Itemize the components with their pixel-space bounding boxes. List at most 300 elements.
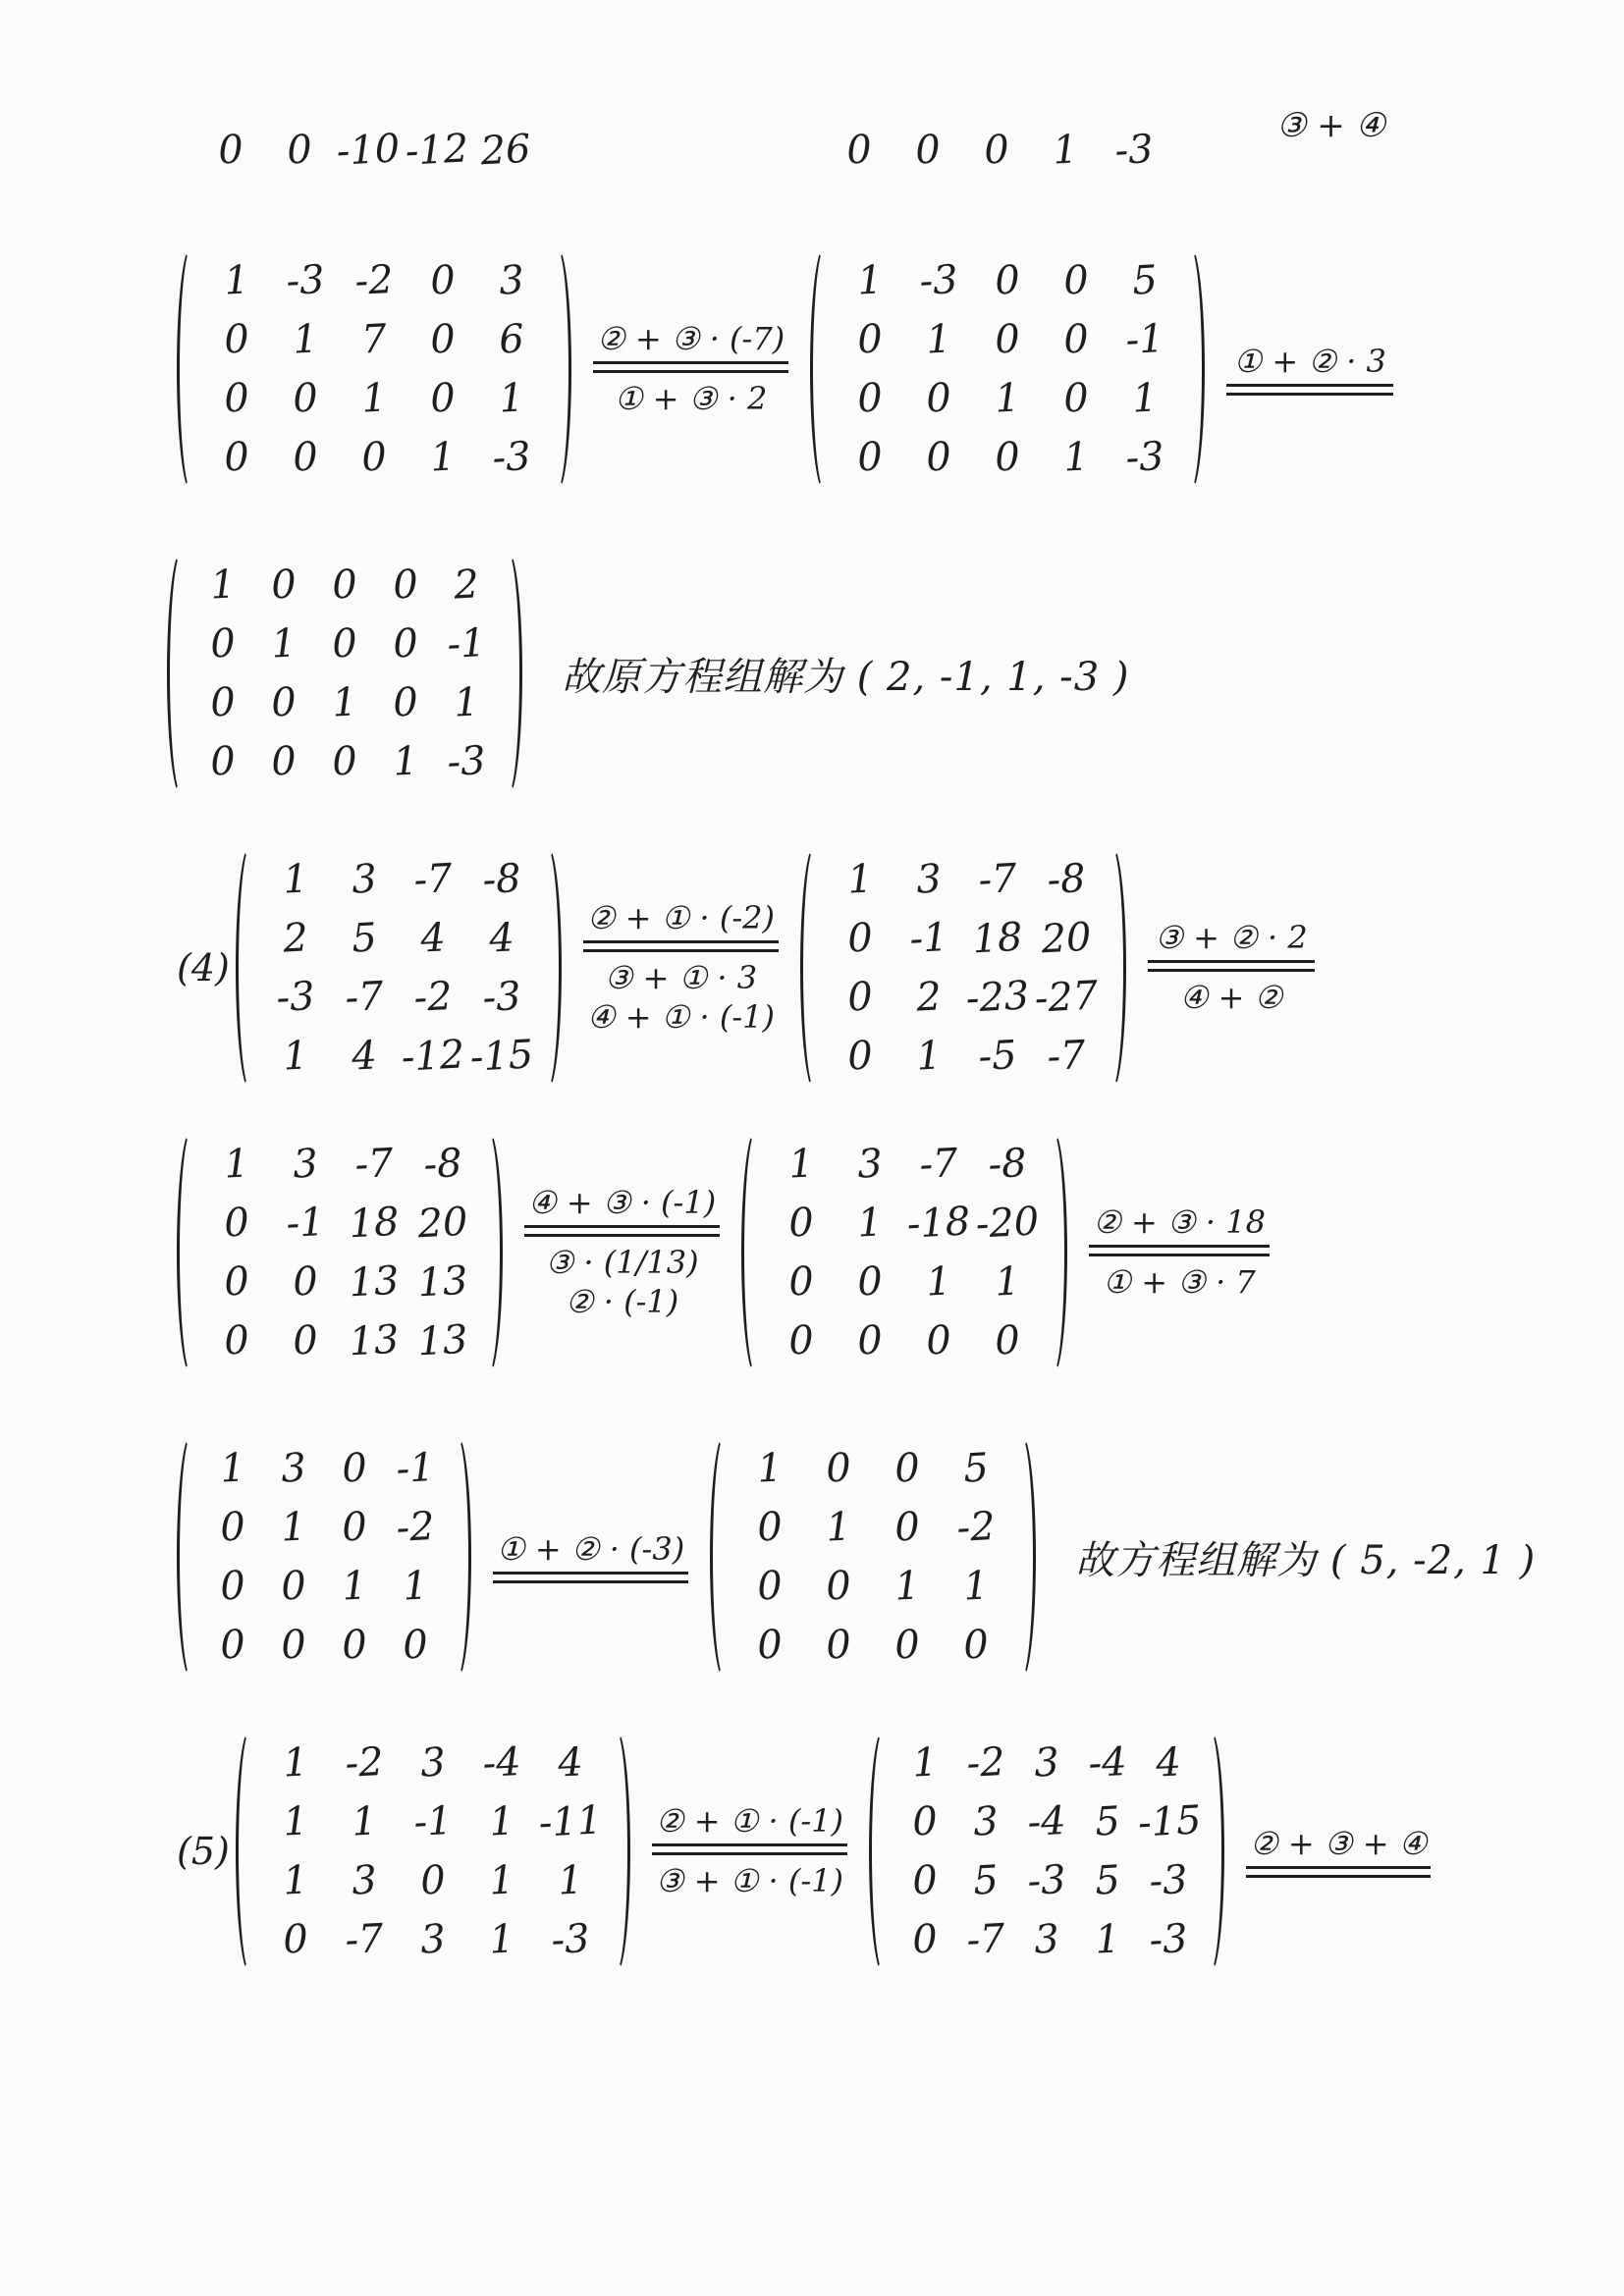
equivalence-arrow (493, 1572, 688, 1583)
matrix-row (192, 673, 497, 732)
matrix-cell: 0 (893, 1504, 922, 1551)
matrix-cell: 0 (286, 127, 313, 174)
matrix-cell: 0 (292, 1258, 319, 1306)
matrix-cell: 0 (341, 1504, 368, 1551)
matrix-row (261, 909, 536, 968)
matrix-cell: 0 (217, 127, 244, 174)
equivalence-arrow (593, 361, 788, 373)
matrix-row (735, 1557, 1010, 1616)
matrix-cell: 2 (453, 561, 480, 609)
matrix-row (767, 1135, 1042, 1194)
matrix-cell: 0 (223, 1258, 250, 1306)
matrix-cell: 0 (787, 1317, 816, 1364)
matrix-cell: -15 (468, 1032, 535, 1081)
matrix-cell: -7 (918, 1141, 959, 1188)
step1-op1 (593, 320, 788, 418)
matrix-cell: 18 (971, 914, 1024, 963)
matrix-row (826, 1027, 1101, 1086)
matrix-cell: 1 (429, 434, 457, 481)
step4b-op2 (1089, 1203, 1270, 1302)
matrix-row (202, 1557, 446, 1616)
matrix-row (202, 1439, 446, 1498)
matrix-cell: 1 (994, 375, 1022, 422)
matrix-cell: 0 (209, 738, 237, 785)
matrix-cell: 1 (756, 1445, 785, 1492)
row-op-line: ③ · (1/13) (545, 1244, 699, 1281)
matrix-cell: -27 (1033, 973, 1100, 1022)
problem4-row (177, 844, 1336, 1092)
matrix-cell: 0 (270, 679, 298, 726)
step1-matrix-b (810, 245, 1205, 493)
row-op-line: ③ + ① · 3 (604, 959, 758, 996)
matrix-cell: 5 (972, 1857, 1000, 1904)
matrix-row (735, 1439, 1010, 1498)
row-op-line: ④ + ② (1179, 979, 1283, 1016)
problem5-matrix-a (236, 1728, 630, 1975)
matrix-cell: 1 (893, 1563, 922, 1610)
matrix-cell: 1 (1094, 1916, 1121, 1963)
step4c-matrix-a (177, 1433, 471, 1681)
step4b-matrix-a (177, 1129, 503, 1376)
matrix-cell: -4 (481, 1739, 522, 1787)
matrix-cell: 4 (487, 915, 515, 962)
matrix-row (836, 369, 1179, 428)
matrix-row (202, 1194, 477, 1253)
matrix-cell: 0 (331, 561, 358, 609)
matrix-row (261, 1792, 605, 1851)
matrix-cell: -3 (1148, 1916, 1189, 1963)
matrix-cell: 0 (856, 1258, 885, 1306)
step4b-op1 (524, 1184, 720, 1321)
row-op-bottom (1103, 1256, 1255, 1302)
matrix-row (836, 310, 1179, 369)
problem4-op2 (1148, 919, 1315, 1017)
matrix-cell: 1 (487, 1857, 515, 1904)
matrix-cell: 1 (487, 1916, 515, 1963)
matrix-cell: 3 (418, 1739, 447, 1787)
matrix-cell: 4 (1155, 1739, 1182, 1787)
matrix-cell: 1 (1131, 375, 1160, 422)
row-op-line: ① + ③ · 2 (614, 380, 768, 417)
matrix-cell: 0 (209, 679, 237, 726)
matrix-cell: 0 (911, 1798, 939, 1845)
row-op-top: ① + ② · (-3) (497, 1530, 685, 1568)
matrix-cell: -2 (353, 257, 395, 304)
matrix-cell: 1 (487, 1798, 515, 1845)
matrix-cell: -18 (905, 1199, 972, 1248)
matrix-cell: 4 (556, 1739, 584, 1787)
matrix-cell: -2 (955, 1504, 997, 1551)
matrix-cell: 1 (280, 1504, 307, 1551)
step2-matrix (167, 550, 522, 797)
matrix-cell: 4 (418, 915, 447, 962)
matrix-cell: 1 (911, 1739, 939, 1787)
matrix-cell: -3 (275, 974, 316, 1021)
matrix-cell: 1 (1062, 434, 1091, 481)
matrix-cell: 0 (270, 738, 298, 785)
matrix-cell: 3 (1033, 1916, 1060, 1963)
problem4-label: (4) (177, 946, 230, 989)
matrix-cell: -3 (1026, 1857, 1067, 1904)
problem5-row (177, 1728, 1452, 1975)
step4b-matrix-b (741, 1129, 1067, 1376)
matrix-cell: -7 (412, 856, 454, 903)
row-op-top: ③ + ② · 2 (1155, 919, 1308, 956)
matrix-cell: 1 (925, 1258, 953, 1306)
matrix-row (202, 1498, 446, 1557)
matrix-cell: 26 (479, 126, 532, 175)
matrix-cell: 0 (825, 1563, 853, 1610)
matrix-cell: 0 (341, 1445, 368, 1492)
matrix-cell: 0 (914, 127, 942, 174)
matrix-row (202, 1253, 477, 1311)
matrix-cell: 0 (292, 375, 319, 422)
matrix-cell: -3 (1124, 434, 1165, 481)
matrix-cell: 2 (915, 974, 943, 1021)
matrix-cell: 0 (845, 127, 873, 174)
matrix-row (261, 968, 536, 1027)
matrix-cell: 1 (209, 561, 237, 609)
step4c-matrix-b (710, 1433, 1036, 1681)
matrix-row (192, 614, 497, 673)
matrix-cell: -7 (977, 856, 1018, 903)
matrix-cell: 0 (360, 434, 388, 481)
matrix-cell: -4 (1087, 1739, 1128, 1787)
matrix-cell: 0 (392, 561, 419, 609)
matrix-cell: 0 (787, 1258, 816, 1306)
matrix-row (261, 1910, 605, 1969)
matrix-cell: 1 (341, 1563, 368, 1610)
matrix-cell: -12 (404, 126, 470, 175)
matrix-row (261, 1851, 605, 1910)
matrix-row (735, 1616, 1010, 1675)
row-op-line: ③ + ① · (-1) (655, 1862, 844, 1899)
row-op-line: ① + ③ · 7 (1103, 1263, 1256, 1301)
matrix-cell: 0 (856, 434, 885, 481)
matrix-row (894, 1792, 1203, 1851)
matrix-cell: 1 (402, 1563, 429, 1610)
matrix-row (202, 251, 546, 310)
matrix-cell: 0 (925, 1317, 953, 1364)
matrix-cell: 1 (556, 1857, 584, 1904)
matrix-cell: 0 (292, 1317, 319, 1364)
matrix-cell: 0 (856, 316, 885, 363)
matrix-cell: 0 (846, 915, 874, 962)
matrix-cell: 1 (219, 1445, 246, 1492)
row-op-top: ② + ① · (-2) (586, 899, 776, 936)
matrix-cell: 0 (911, 1857, 939, 1904)
matrix-cell: -1 (908, 915, 949, 962)
row-op-top: ② + ③ · 18 (1093, 1203, 1266, 1241)
row-op-line: ② · (-1) (565, 1283, 679, 1320)
matrix-cell: 13 (416, 1316, 469, 1365)
matrix-cell: 2 (281, 915, 309, 962)
matrix-cell: 3 (498, 257, 525, 304)
matrix-cell: 0 (223, 375, 250, 422)
step2-row (167, 550, 1129, 797)
problem4-op1 (583, 899, 779, 1037)
matrix-cell: 1 (1052, 127, 1079, 174)
matrix-cell: 0 (1062, 257, 1091, 304)
matrix-cell: 0 (1062, 375, 1091, 422)
row-op-bottom (615, 373, 767, 418)
matrix-cell: 0 (994, 316, 1022, 363)
matrix-cell: -1 (395, 1445, 436, 1492)
step4c-row (177, 1433, 1536, 1681)
matrix-cell: 0 (281, 1916, 309, 1963)
row-op-bottom (546, 1237, 699, 1321)
matrix-cell: 1 (846, 856, 874, 903)
matrix-cell: -3 (918, 257, 959, 304)
equivalence-arrow (1246, 1866, 1431, 1878)
matrix-cell: -2 (412, 974, 454, 1021)
matrix-row (261, 850, 536, 909)
matrix-cell: 0 (925, 375, 953, 422)
matrix-cell: 5 (1094, 1857, 1121, 1904)
matrix-cell: 0 (1062, 316, 1091, 363)
row-op-top: ② + ① · (-1) (655, 1802, 844, 1840)
matrix-cell: 0 (223, 1200, 250, 1247)
matrix-cell: 1 (856, 1200, 885, 1247)
matrix-cell: 3 (972, 1798, 1000, 1845)
equivalence-arrow (524, 1225, 720, 1237)
matrix-cell: 5 (350, 915, 378, 962)
matrix-cell: 1 (392, 738, 419, 785)
matrix-cell: 1 (453, 679, 480, 726)
problem5-label: (5) (177, 1830, 230, 1873)
matrix-cell: -8 (1046, 856, 1087, 903)
matrix-cell: -1 (446, 620, 487, 667)
row-op-bottom (587, 952, 775, 1037)
matrix-cell: 3 (915, 856, 943, 903)
matrix-cell: -4 (1026, 1798, 1067, 1845)
matrix-cell: 1 (925, 316, 953, 363)
matrix-cell: 0 (787, 1200, 816, 1247)
equivalence-arrow (1226, 384, 1393, 396)
matrix-cell: 13 (348, 1257, 401, 1307)
matrix-cell: 0 (292, 434, 319, 481)
matrix-cell: 1 (223, 1141, 250, 1188)
matrix-cell: 0 (280, 1563, 307, 1610)
matrix-cell: 1 (281, 1739, 309, 1787)
matrix-cell: 7 (360, 316, 388, 363)
matrix-cell: 0 (223, 434, 250, 481)
matrix-cell: -1 (285, 1200, 326, 1247)
matrix-row (202, 310, 546, 369)
matrix-cell: -2 (965, 1739, 1006, 1787)
matrix-cell: -20 (974, 1199, 1041, 1248)
matrix-cell: 13 (348, 1316, 401, 1365)
problem5-matrix-b (869, 1728, 1224, 1975)
matrix-cell: -11 (537, 1797, 604, 1846)
matrix-cell: 6 (498, 316, 525, 363)
matrix-cell: 1 (962, 1563, 991, 1610)
matrix-cell: 1 (856, 257, 885, 304)
matrix-row (836, 251, 1179, 310)
matrix-cell: 3 (1033, 1739, 1060, 1787)
top-fragment-matrix-b (825, 128, 1168, 173)
matrix-row (767, 1311, 1042, 1370)
matrix-cell: 0 (756, 1622, 785, 1669)
matrix-cell: 1 (825, 1504, 853, 1551)
matrix-cell: 3 (350, 856, 378, 903)
matrix-row (202, 1311, 477, 1370)
matrix-cell: 0 (994, 434, 1022, 481)
step1-row (177, 245, 1415, 493)
matrix-cell: 1 (360, 375, 388, 422)
matrix-cell: 0 (846, 1033, 874, 1080)
matrix-cell: 1 (281, 1033, 309, 1080)
matrix-cell: 0 (219, 1563, 246, 1610)
matrix-cell: 0 (209, 620, 237, 667)
matrix-cell: 0 (893, 1622, 922, 1669)
matrix-cell: 0 (429, 375, 457, 422)
matrix-row (202, 369, 546, 428)
matrix-cell: 3 (418, 1916, 447, 1963)
step2-conclusion: 故原方程组解为 ( 2, -1, 1, -3 ) (562, 654, 1130, 700)
step1-op2 (1226, 343, 1393, 396)
matrix-cell: 0 (429, 316, 457, 363)
matrix-cell: 1 (915, 1033, 943, 1080)
matrix-cell: 0 (392, 679, 419, 726)
matrix-cell: 1 (281, 1798, 309, 1845)
matrix-cell: 0 (331, 738, 358, 785)
matrix-cell: 0 (219, 1504, 246, 1551)
matrix-cell: 1 (281, 1857, 309, 1904)
matrix-cell: 0 (893, 1445, 922, 1492)
matrix-row (202, 1135, 477, 1194)
problem4-matrix-a (236, 844, 562, 1092)
equivalence-arrow (583, 940, 779, 952)
matrix-cell: 5 (1131, 257, 1160, 304)
problem4-matrix-b (800, 844, 1126, 1092)
matrix-cell: 0 (846, 974, 874, 1021)
matrix-cell: 3 (856, 1141, 885, 1188)
matrix-cell: 0 (925, 434, 953, 481)
matrix-cell: 0 (825, 1445, 853, 1492)
matrix-cell: -1 (412, 1798, 454, 1845)
matrix-cell: 0 (962, 1622, 991, 1669)
matrix-cell: -2 (395, 1504, 436, 1551)
matrix-cell: 20 (416, 1199, 469, 1248)
matrix-cell: -8 (422, 1141, 463, 1188)
matrix-cell: 1 (350, 1798, 378, 1845)
matrix-cell: -3 (481, 974, 522, 1021)
matrix-cell: -3 (491, 434, 532, 481)
matrix-cell: 13 (416, 1257, 469, 1307)
matrix-cell: -3 (1148, 1857, 1189, 1904)
matrix-cell: -8 (987, 1141, 1028, 1188)
matrix-cell: 1 (292, 316, 319, 363)
matrix-cell: 1 (331, 679, 358, 726)
row-op-bottom (1180, 972, 1283, 1017)
matrix-row (894, 1734, 1199, 1792)
equivalence-arrow (652, 1843, 847, 1855)
matrix-cell: -5 (977, 1033, 1018, 1080)
matrix-cell: 1 (270, 620, 298, 667)
matrix-cell: -10 (335, 126, 402, 175)
matrix-cell: -7 (1046, 1033, 1087, 1080)
matrix-row (767, 1253, 1042, 1311)
matrix-cell: 0 (994, 1317, 1022, 1364)
matrix-cell: -15 (1136, 1797, 1203, 1846)
matrix-cell: -1 (1124, 316, 1165, 363)
matrix-cell: 0 (994, 257, 1022, 304)
matrix-row (261, 1734, 605, 1792)
matrix-cell: 0 (223, 1317, 250, 1364)
top-fragment-matrix-a (196, 128, 540, 173)
matrix-cell: -2 (344, 1739, 385, 1787)
row-op-line: ④ + ① · (-1) (586, 998, 776, 1036)
matrix-cell: 0 (856, 375, 885, 422)
matrix-cell: 0 (402, 1622, 429, 1669)
row-op-bottom (656, 1855, 843, 1900)
matrix-cell: -7 (344, 1916, 385, 1963)
matrix-cell: 0 (429, 257, 457, 304)
matrix-cell: 18 (348, 1199, 401, 1248)
equivalence-arrow (1089, 1245, 1270, 1256)
step4c-conclusion: 故方程组解为 ( 5, -2, 1 ) (1075, 1537, 1537, 1583)
matrix-cell: 1 (787, 1141, 816, 1188)
matrix-cell: 0 (392, 620, 419, 667)
matrix-cell: -3 (285, 257, 326, 304)
matrix-cell: 0 (825, 1622, 853, 1669)
row-op-top: ④ + ③ · (-1) (528, 1184, 717, 1221)
row-op-top: ② + ③ · (-7) (597, 320, 785, 357)
row-op-top: ① + ② · 3 (1233, 343, 1386, 380)
matrix-cell: 0 (756, 1563, 785, 1610)
matrix-cell: 1 (498, 375, 525, 422)
matrix-row (202, 1616, 446, 1675)
matrix-row (192, 556, 497, 614)
matrix-row (894, 1851, 1199, 1910)
matrix-cell: -3 (446, 738, 487, 785)
matrix-cell: 4 (350, 1033, 378, 1080)
step1-matrix-a (177, 245, 571, 493)
problem5-op1 (652, 1802, 847, 1900)
top-fragment-op: ③ + ④ (1276, 106, 1386, 145)
matrix-row (826, 850, 1101, 909)
matrix-row (261, 1027, 536, 1086)
matrix-row (894, 1910, 1199, 1969)
matrix-row (202, 428, 546, 487)
matrix-cell: 0 (418, 1857, 447, 1904)
matrix-cell: 20 (1040, 914, 1093, 963)
matrix-cell: 1 (281, 856, 309, 903)
equivalence-arrow (1148, 960, 1315, 972)
row-op-top: ② + ③ + ④ (1250, 1825, 1428, 1862)
matrix-cell: 0 (983, 127, 1010, 174)
matrix-cell: 0 (219, 1622, 246, 1669)
matrix-row (836, 428, 1179, 487)
problem5-op2 (1246, 1825, 1431, 1878)
matrix-row (767, 1194, 1042, 1253)
matrix-cell: 5 (1094, 1798, 1121, 1845)
matrix-cell: -3 (1113, 127, 1155, 174)
matrix-cell: -7 (353, 1141, 395, 1188)
matrix-cell: 0 (341, 1622, 368, 1669)
matrix-row (192, 732, 497, 791)
matrix-cell: 3 (292, 1141, 319, 1188)
matrix-cell: 5 (962, 1445, 991, 1492)
matrix-cell: -8 (481, 856, 522, 903)
matrix-cell: -3 (550, 1916, 591, 1963)
matrix-cell: 0 (223, 316, 250, 363)
matrix-cell: -12 (400, 1032, 466, 1081)
matrix-cell: -7 (965, 1916, 1006, 1963)
matrix-cell: 0 (756, 1504, 785, 1551)
step4c-op1 (493, 1530, 688, 1583)
